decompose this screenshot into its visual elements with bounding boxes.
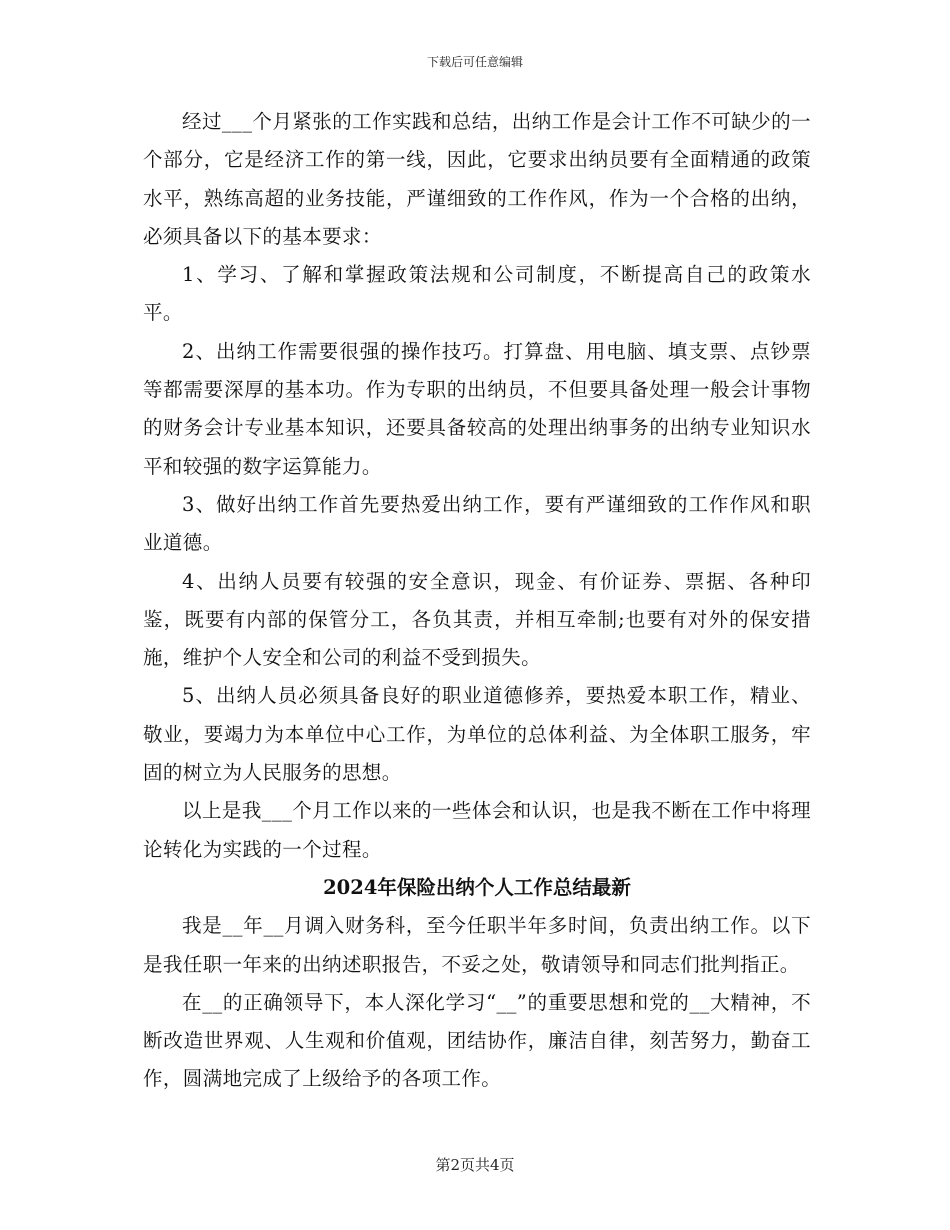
paragraph-conclusion: 以上是我___个月工作以来的一些体会和认识，也是我不断在工作中将理论转化为实践的一个过程。 bbox=[143, 799, 811, 861]
paragraph-section-intro: 我是__年__月调入财务科，至今任职半年多时间，负责出纳工作。以下是我任职一年来的出纳述职报告，不妥之处，敬请领导和同志们批判指正。 bbox=[143, 914, 811, 976]
paragraph-intro: 经过___个月紧张的工作实践和总结，出纳工作是会计工作不可缺少的一个部分，它是经济工作的第一线，因此，它要求出纳员要有全面精通的政策水平，熟练高超的业务技能，严谨细致的工作作风，作为一个合格的出纳，必须具备以下的基本要求： bbox=[143, 110, 811, 248]
paragraph-requirement-4: 4、出纳人员要有较强的安全意识，现金、有价证券、票据、各种印鉴，既要有内部的保管分工，各负其责，并相互牵制;也要有对外的保安措施，维护个人安全和公司的利益不受到损失。 bbox=[143, 569, 811, 670]
paragraph-requirement-5: 5、出纳人员必须具备良好的职业道德修养，要热爱本职工作，精业、敬业，要竭力为本单位中心工作，为单位的总体利益、为全体职工服务，牢固的树立为人民服务的思想。 bbox=[143, 684, 811, 785]
page-number-footer: 第2页共4页 bbox=[435, 1156, 515, 1174]
document-body bbox=[143, 103, 811, 1099]
paragraph-requirement-1: 1、学习、了解和掌握政策法规和公司制度，不断提高自己的政策水平。 bbox=[143, 263, 811, 325]
section-title: 2024年保险出纳个人工作总结最新 bbox=[323, 875, 631, 899]
page-header-note: 下载后可任意编辑 bbox=[426, 55, 523, 69]
paragraph-section-leadership: 在__的正确领导下，本人深化学习“__”的重要思想和党的__大精神，不断改造世界观、人生观和价值观，团结协作，廉洁自律，刻苦努力，勤奋工作，圆满地完成了上级给予的各项工作。 bbox=[143, 990, 811, 1091]
paragraph-requirement-3: 3、做好出纳工作首先要热爱出纳工作，要有严谨细致的工作作风和职业道德。 bbox=[143, 492, 811, 555]
paragraph-requirement-2: 2、出纳工作需要很强的操作技巧。打算盘、用电脑、填支票、点钞票等都需要深厚的基本功。作为专职的出纳员，不但要具备处理一般会计事物的财务会计专业基本知识，还要具备较高的处理出纳事务的出纳专业知识水平和较强的数字运算能力。 bbox=[143, 339, 811, 478]
